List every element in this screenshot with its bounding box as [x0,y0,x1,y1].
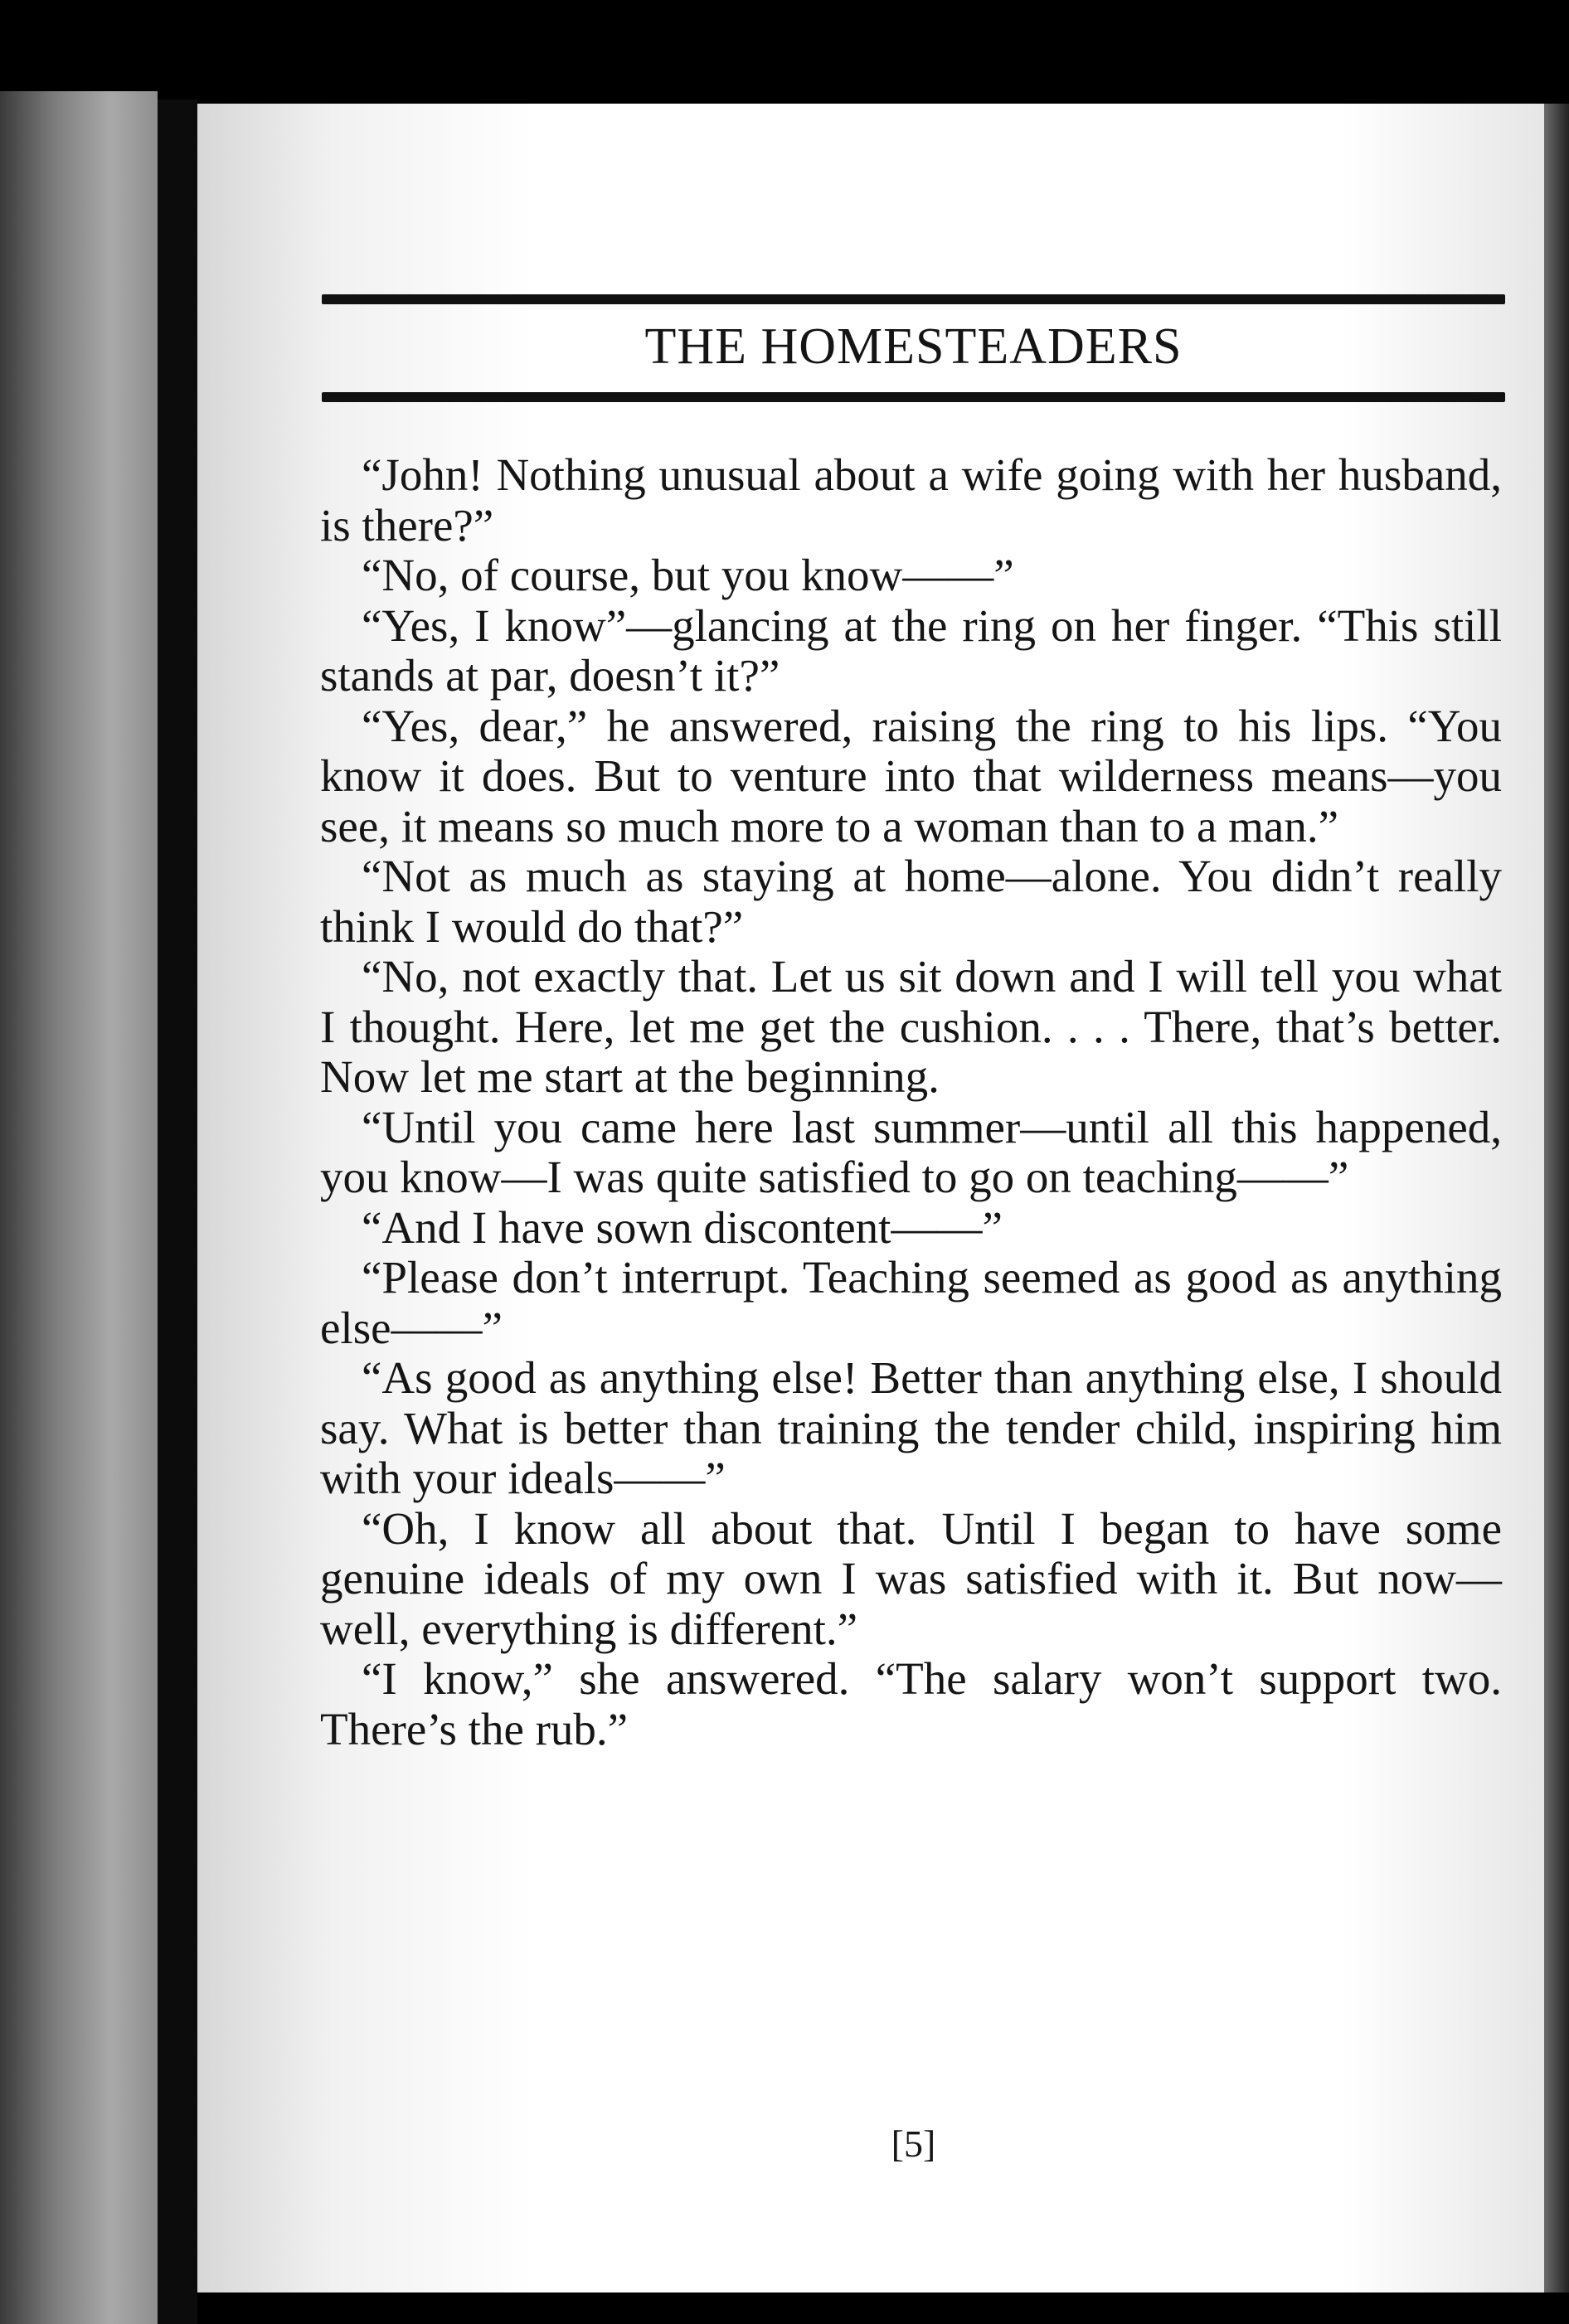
paragraph: “No, of course, but you know——” [362,550,1014,600]
page-number: [5] [891,2123,936,2165]
paragraph: “Yes, dear,” he answered, raising the ring to his lips. “You know it does. But to venture into that wilderness means—you see, it means so much more to a woman than to a man.” [320,700,1502,851]
adjacent-page-edge [0,91,158,2324]
body-text [320,450,1502,1754]
paragraph: “Oh, I know all about that. Until I began to have some genuine ideals of my own I was satisfied with it. But now—well, everything is different.” [320,1502,1502,1654]
running-head: THE HOMESTEADERS [644,318,1183,375]
header-rule-bottom [322,392,1505,402]
book-spine [158,99,197,2324]
right-page-edge [1544,104,1569,2292]
paragraph: “And I have sown discontent——” [362,1201,1003,1253]
paragraph: “Not as much as staying at home—alone. You didn’t really think I would do that?” [320,851,1502,952]
paragraph: “No, not exactly that. Let us sit down and I will tell you what I thought. Here, let me get the cushion. . . . There, that’s better. Now let me start at the beginning. [320,951,1502,1102]
book-page [197,104,1544,2292]
paragraph: “Until you came here last summer—until all this happened, you know—I was quite satisfied to go on teaching——” [320,1101,1502,1202]
paragraph: “I know,” she answered. “The salary won’t support two. There’s the rub.” [320,1653,1502,1754]
paragraph: “Yes, I know”—glancing at the ring on her finger. “This still stands at par, doesn’t it?” [320,599,1502,701]
paragraph: “As good as anything else! Better than anything else, I should say. What is better than training the tender child, inspiring him with your ideals——” [320,1352,1502,1503]
header-rule-top [322,294,1505,304]
paragraph: “John! Nothing unusual about a wife going with her husband, is there?” [320,449,1502,551]
paragraph: “Please don’t interrupt. Teaching seemed as good as anything else——” [320,1252,1502,1353]
